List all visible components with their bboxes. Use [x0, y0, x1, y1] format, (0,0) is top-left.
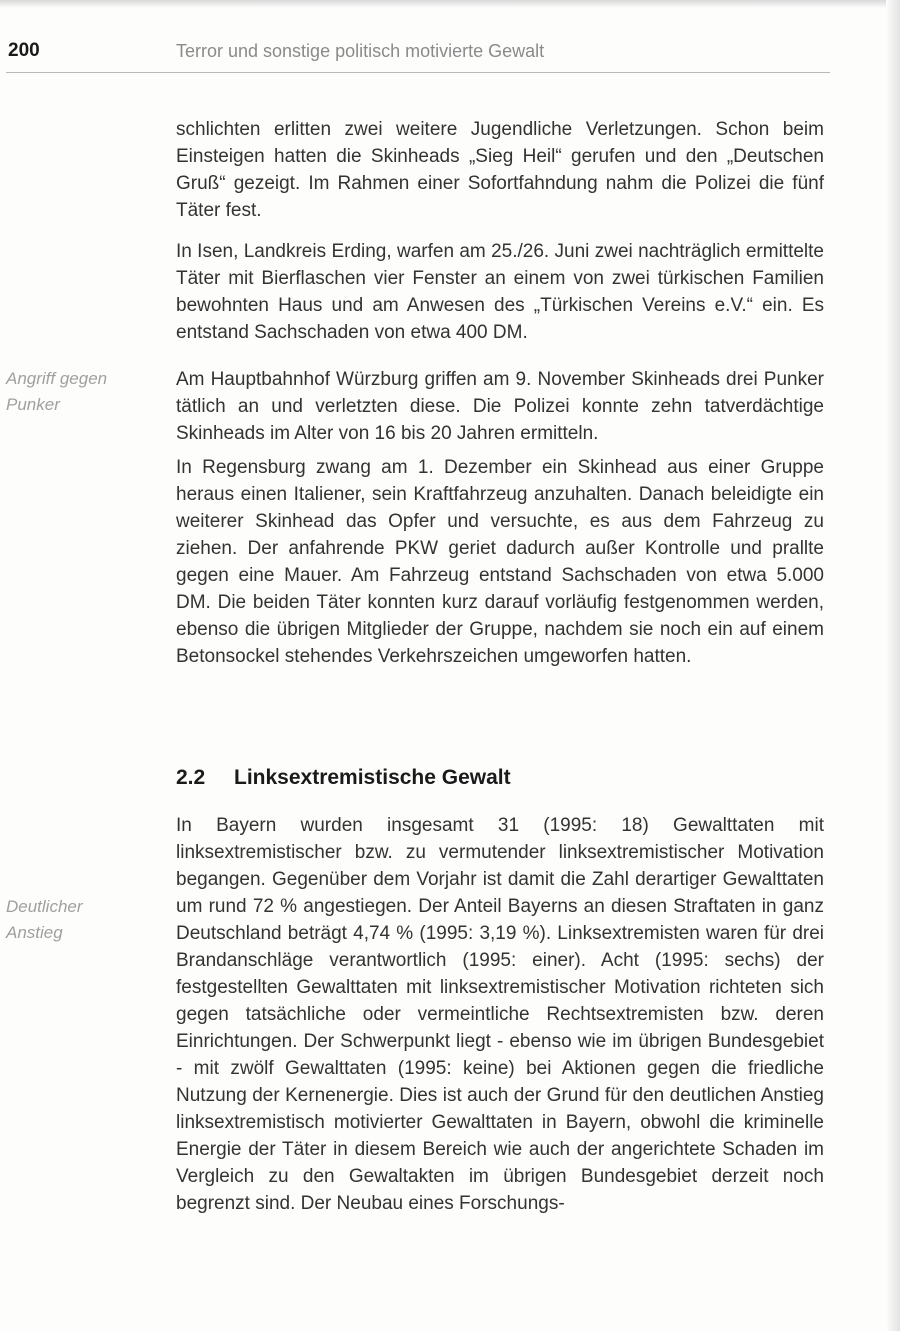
body-block-1: [176, 116, 824, 224]
body-block-2: [176, 238, 824, 346]
margin-note-line: Anstieg: [6, 923, 63, 942]
paragraph: Am Hauptbahnhof Würzburg griffen am 9. November Skinheads drei Punker tätlich an und verletzten diese. Die Polizei konnte zehn tatverdächtige Skinheads im Alter von 16 bis 20 Jahren ermitteln.: [176, 369, 824, 444]
running-title: Terror und sonstige politisch motivierte Gewalt: [176, 41, 545, 61]
margin-note-line: Punker: [6, 395, 60, 414]
page-edge-shadow: [886, 0, 900, 1331]
margin-note-line: Angriff gegen: [6, 369, 108, 388]
page-header: [6, 36, 830, 73]
margin-note-anstieg: [6, 894, 146, 946]
page-top-shadow: [0, 0, 900, 8]
section-heading-block: [176, 766, 824, 790]
body-block-3: [176, 366, 824, 447]
paragraph: In Isen, Landkreis Erding, warfen am 25./26. Juni zwei nachträglich ermittelte Täter mit Bierflaschen vier Fenster an einem von zwei türkischen Familien bewohnten Haus und am Anwesen des „Türkischen Vereins e.V.“ ein. Es entstand Sachschaden von etwa 400 DM.: [176, 241, 824, 343]
margin-note-punker: [6, 366, 146, 418]
section-heading: [176, 766, 824, 790]
section-title: Linksextremistische Gewalt: [234, 766, 511, 789]
paragraph: In Regensburg zwang am 1. Dezember ein Skinhead aus einer Gruppe heraus einen Italiener, sein Kraftfahrzeug anzuhalten. Danach beleidigte ein weiterer Skinhead das Opfer und versuchte, es aus dem Fahrzeug zu ziehen. Der anfahrende PKW geriet dadurch außer Kontrolle und prallte gegen eine Mauer. Am Fahrzeug entstand Sachschaden von etwa 5.000 DM. Die beiden Täter konnten kurz darauf vorläufig festgenommen werden, ebenso die übrigen Mitglieder der Gruppe, nachdem sie noch ein auf einem Betonsockel stehendes Verkehrszeichen umgeworfen hatten.: [176, 457, 824, 667]
page-number: 200: [8, 40, 40, 61]
margin-note-line: Deutlicher: [6, 897, 83, 916]
body-block-5: [176, 812, 824, 1217]
section-number: 2.2: [176, 766, 206, 789]
body-block-4: [176, 454, 824, 670]
paragraph: schlichten erlitten zwei weitere Jugendliche Verletzungen. Schon beim Einsteigen hatten die Skinheads „Sieg Heil“ gerufen und den „Deutschen Gruß“ gezeigt. Im Rahmen einer Sofortfahndung nahm die Polizei die fünf Täter fest.: [176, 119, 824, 221]
paragraph: In Bayern wurden insgesamt 31 (1995: 18) Gewalttaten mit linksextremistischer bzw. zu vermutender linksextremistischer Motivation begangen. Gegenüber dem Vorjahr ist damit die Zahl derartiger Gewalttaten um rund 72 % angestiegen. Der Anteil Bayerns an diesen Straftaten in ganz Deutschland beträgt 4,74 % (1995: 3,19 %). Linksextremisten waren für drei Brandanschläge verantwortlich (1995: einer). Acht (1995: sechs) der festgestellten Gewalttaten mit linksextremistischer Motivation richteten sich gegen tatsächliche oder vermeintliche Rechtsextremisten bzw. deren Einrichtungen. Der Schwerpunkt liegt - ebenso wie im übrigen Bundesgebiet - mit zwölf Gewalttaten (1995: keine) bei Aktionen gegen die friedliche Nutzung der Kernenergie. Dies ist auch der Grund für den deutlichen Anstieg linksextremistisch motivierter Gewalttaten in Bayern, obwohl die kriminelle Energie der Täter in diesem Bereich wie auch der angerichtete Schaden im Vergleich zu den Gewaltakten im übrigen Bundesgebiet derzeit noch begrenzt sind. Der Neubau eines Forschungs-: [176, 815, 824, 1214]
